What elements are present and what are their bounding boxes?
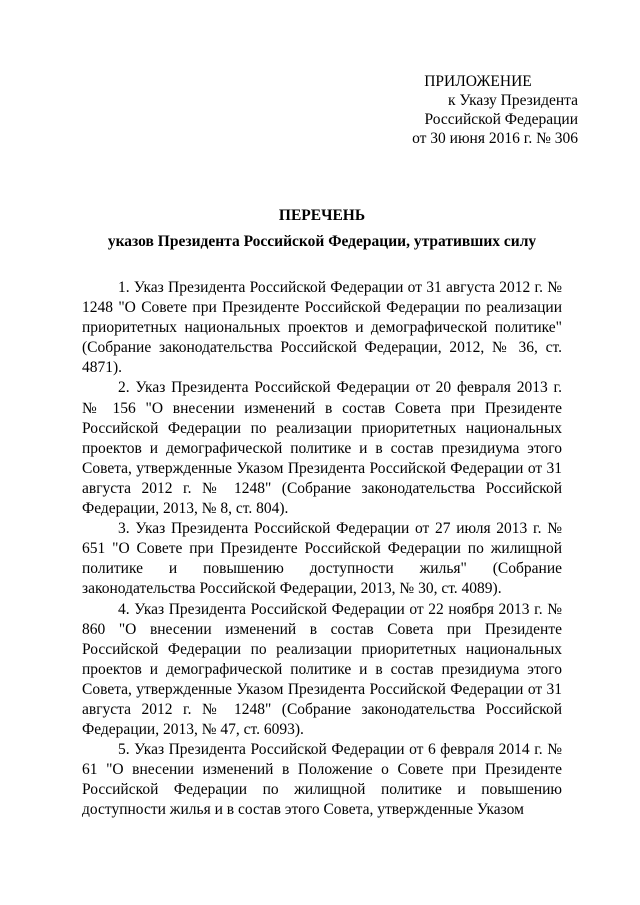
- appendix-line-1: к Указу Президента: [448, 92, 578, 109]
- decree-list: [82, 278, 562, 821]
- decree-item: 5. Указ Президента Российской Федерации от 6 февраля 2014 г. № 61 "О внесении изменений в Положение о Совете при Президенте Российской Федерации по жилищной политике и повышению доступности жилья и в состав этого Совета, утвержденные Указом: [82, 741, 562, 819]
- decree-item: 1. Указ Президента Российской Федерации от 31 августа 2012 г. № 1248 "О Совете при Президенте Российской Федерации по реализации приоритетных национальных проектов и демографической политике" (Собрание законодательства Российской Федерации, 2012, № 36, ст. 4871).: [82, 279, 562, 377]
- decree-item: 4. Указ Президента Российской Федерации от 22 ноября 2013 г. № 860 "О внесении изменений в состав Совета при Президенте Российской Федерации по реализации приоритетных национальных проектов и демографической политике и в состав президиума этого Совета, утвержденные Указом Президента Российской Федерации от 31 августа 2012 г. № 1248" (Собрание законодательства Российской Федерации, 2013, № 47, ст. 6093).: [82, 600, 562, 739]
- decree-item: 2. Указ Президента Российской Федерации от 20 февраля 2013 г. № 156 "О внесении изменений в состав Совета при Президенте Российской Федерации по реализации приоритетных национальных проектов и демографической политике и в состав президиума этого Совета, утвержденные Указом Президента Российской Федерации от 31 августа 2012 г. № 1248" (Собрание законодательства Российской Федерации, 2013, № 8, ст. 804).: [82, 379, 562, 518]
- appendix-line-2: Российской Федерации: [424, 111, 578, 128]
- document-title: ПЕРЕЧЕНЬ: [278, 207, 366, 224]
- appendix-line-3: от 30 июня 2016 г. № 306: [412, 130, 578, 147]
- appendix-heading: ПРИЛОЖЕНИЕ: [424, 73, 532, 90]
- decree-item: 3. Указ Президента Российской Федерации от 27 июля 2013 г. № 651 "О Совете при Президенте Российской Федерации по жилищной политике и повышению доступности жилья" (Собрание законодательства Российской Федерации, 2013, № 30, ст. 4089).: [82, 520, 562, 598]
- appendix-block: [338, 72, 578, 148]
- document-subtitle: указов Президента Российской Федерации, утративших силу: [107, 233, 537, 250]
